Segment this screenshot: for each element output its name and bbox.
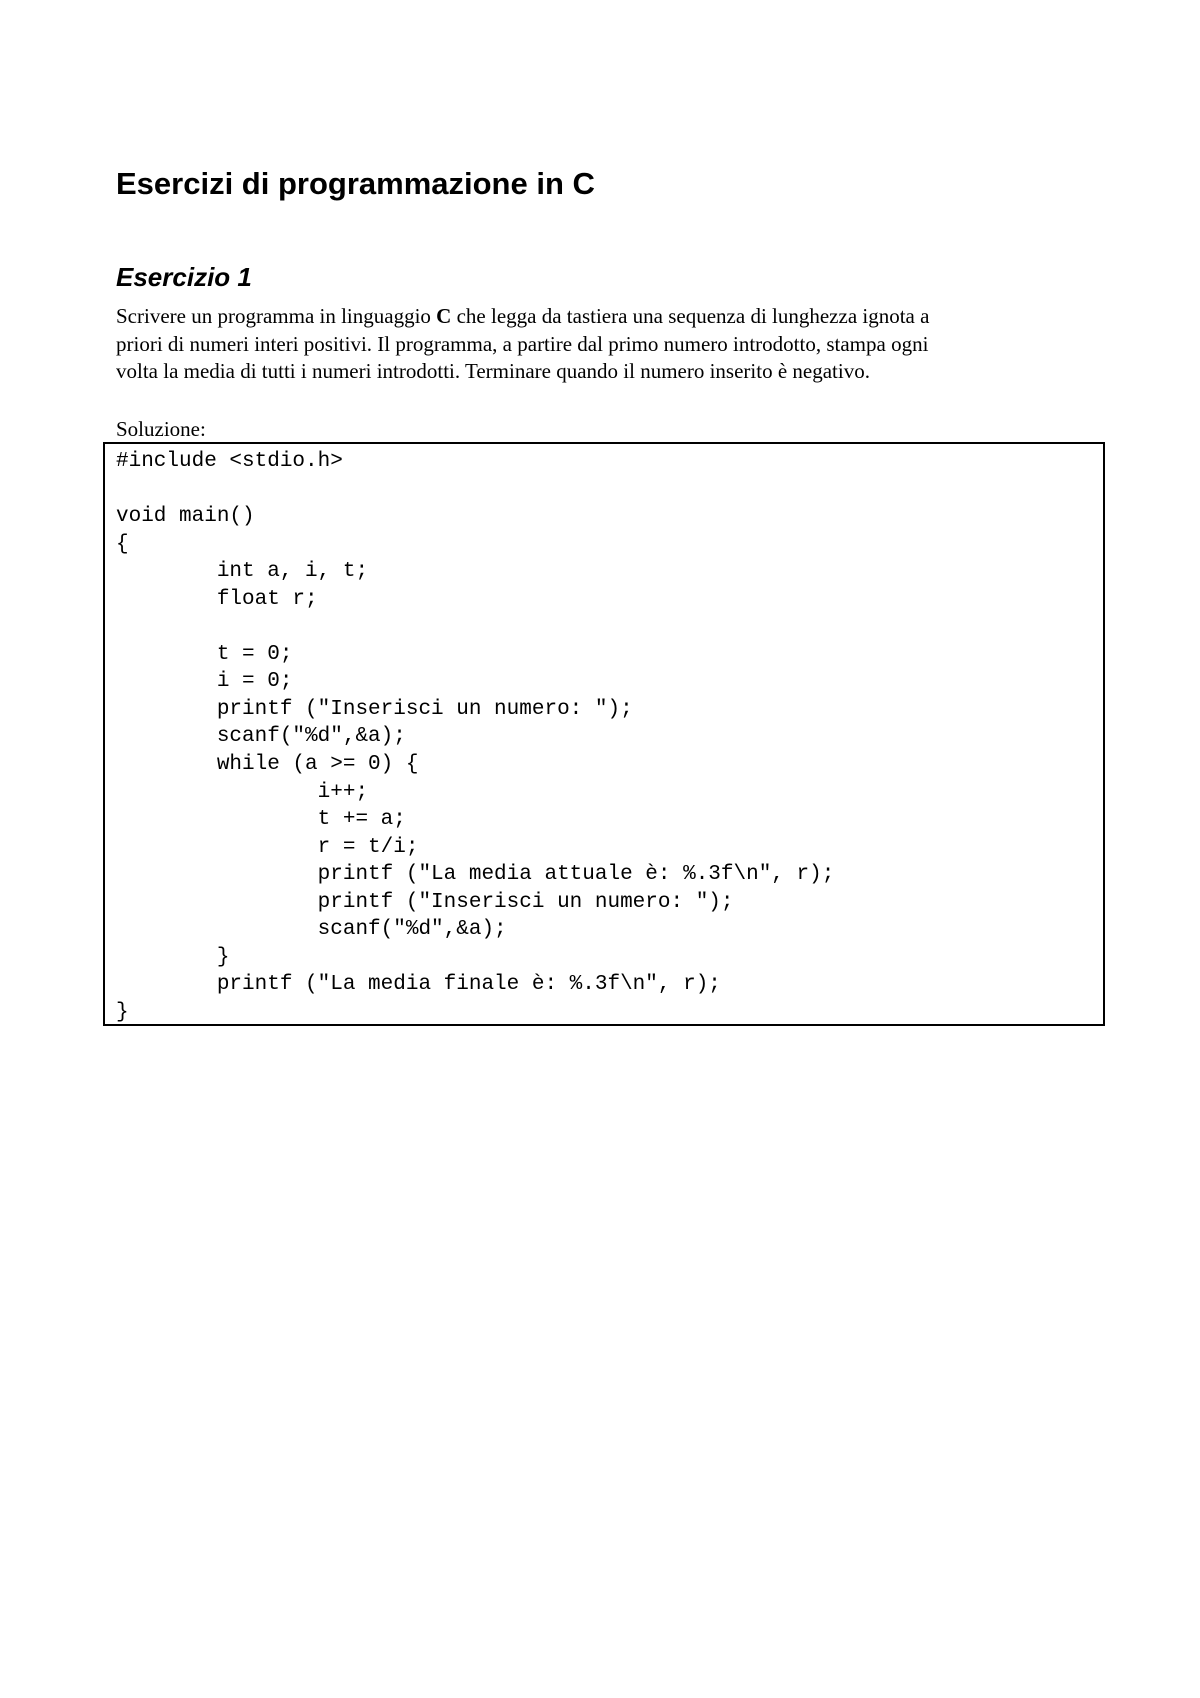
code-line: void main() — [116, 505, 255, 529]
solution-label: Soluzione: — [116, 417, 206, 441]
code-line: printf ("Inserisci un numero: "); — [116, 697, 633, 721]
code-line: int a, i, t; — [116, 560, 369, 584]
code-block — [103, 442, 1105, 1026]
code-line: printf ("La media finale è: %.3f\n", r); — [116, 973, 721, 997]
document-title: Esercizi di programmazione in C — [116, 166, 595, 201]
description-line — [116, 303, 1076, 331]
code-line — [116, 613, 1103, 641]
code-line: r = t/i; — [116, 835, 419, 859]
code-line: printf ("La media attuale è: %.3f\n", r); — [116, 863, 835, 887]
bold-text-run: C — [436, 304, 452, 328]
code-line — [116, 476, 1103, 504]
code-line: scanf("%d",&a); — [116, 725, 406, 749]
text-run: priori di numeri interi positivi. Il programma, a partire dal primo numero introdotto, stampa ogni — [116, 331, 929, 356]
code-line: printf ("Inserisci un numero: "); — [116, 890, 734, 914]
code-line: } — [116, 945, 230, 969]
code-line: i++; — [116, 780, 369, 804]
description-line — [116, 358, 1076, 386]
code-line: i = 0; — [116, 670, 293, 694]
text-run: Scrivere un programma in linguaggio — [116, 304, 437, 328]
exercise-heading: Esercizio 1 — [116, 262, 252, 292]
exercise-description — [116, 303, 1076, 386]
text-run: volta la media di tutti i numeri introdotti. Terminare quando il numero inserito è negativo. — [116, 359, 870, 383]
code-line: t = 0; — [116, 642, 293, 666]
description-line — [116, 331, 1076, 359]
code-line: { — [116, 532, 129, 556]
code-line: scanf("%d",&a); — [116, 918, 507, 942]
code-line: while (a >= 0) { — [116, 753, 419, 777]
code-line: t += a; — [116, 808, 406, 832]
code-line: float r; — [116, 587, 318, 611]
text-run: che legga da tastiera una sequenza di lunghezza ignota a — [451, 304, 930, 328]
code-line: } — [116, 1000, 129, 1024]
code-line: #include <stdio.h> — [116, 450, 343, 473]
